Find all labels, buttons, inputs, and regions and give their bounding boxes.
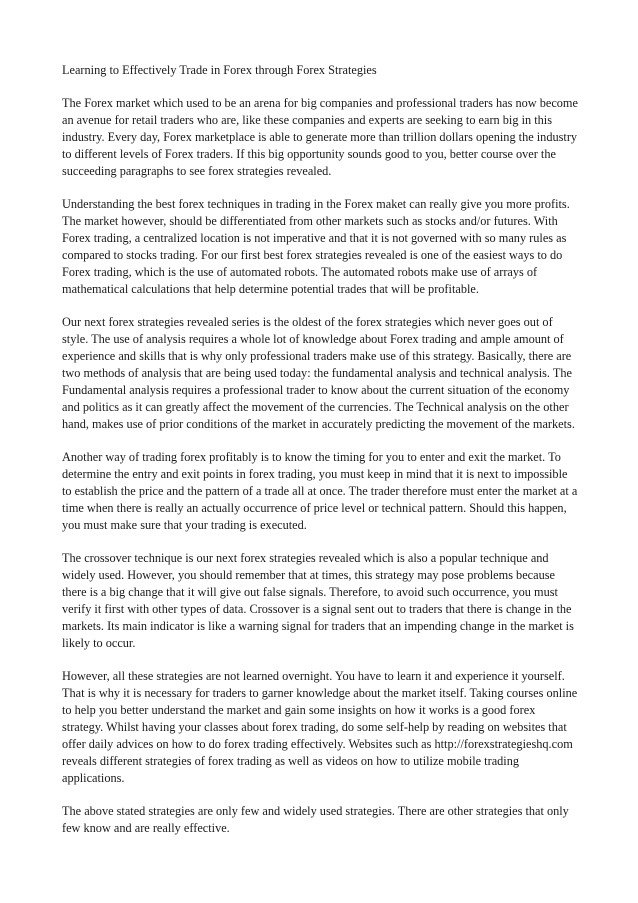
paragraph-learning: However, all these strategies are not learned overnight. You have to learn it and experience it yourself. That is why it is necessary for traders to garner knowledge about the market itself. Taking courses online to help you better understand the market and gain some insights on how it works is a good forex strategy. Whilst having your classes about forex trading, do some self-help by reading on websites that offer daily advices on how to do forex trading effectively. Websites such as http://forexstrategieshq.com reveals different strategies of forex trading as well as videos on how to utilize mobile trading applications. [62, 669, 578, 785]
paragraph-timing: Another way of trading forex profitably is to know the timing for you to enter and exit the market. To determine the entry and exit points in forex trading, you must keep in mind that it is next to impossible to establish the price and the pattern of a trade all at once. The trader therefore must enter the market at a time when there is really an actually occurrence of price level or technical pattern. Should this happen, you must make sure that your trading is executed. [62, 450, 578, 532]
document-page [62, 62, 578, 853]
document-title: Learning to Effectively Trade in Forex through Forex Strategies [62, 63, 377, 77]
paragraph-analysis: Our next forex strategies revealed series is the oldest of the forex strategies which never goes out of style. The use of analysis requires a whole lot of knowledge about Forex trading and ample amount of experience and skills that is why only professional traders make use of this strategy. Basically, there are two methods of analysis that are being used today: the fundamental analysis and technical analysis. The Fundamental analysis requires a professional trader to know about the current situation of the economy and politics as it can greatly affect the movement of the currencies. The Technical analysis on the other hand, makes use of prior conditions of the market in accurately predicting the movement of the markets. [62, 315, 575, 431]
paragraph-conclusion: The above stated strategies are only few and widely used strategies. There are other strategies that only few know and are really effective. [62, 804, 569, 835]
paragraph-intro: The Forex market which used to be an arena for big companies and professional traders has now become an avenue for retail traders who are, like these companies and experts are seeking to earn big in this industry. Every day, Forex marketplace is able to generate more than trillion dollars opening the industry to different levels of Forex traders. If this big opportunity sounds good to you, better course over the succeeding paragraphs to see forex strategies revealed. [62, 96, 578, 178]
paragraph-automated-robots: Understanding the best forex techniques in trading in the Forex maket can really give you more profits. The market however, should be differentiated from other markets such as stocks and/or futures. With Forex trading, a centralized location is not imperative and that it is not governed with so many rules as compared to stocks trading. For our first best forex strategies revealed is one of the easiest ways to do Forex trading, which is the use of automated robots. The automated robots make use of arrays of mathematical calculations that help determine potential trades that will be profitable. [62, 197, 570, 296]
paragraph-crossover: The crossover technique is our next forex strategies revealed which is also a popular technique and widely used. However, you should remember that at times, this strategy may pose problems because there is a big change that it will give out false signals. Therefore, to avoid such occurrence, you must verify it first with other types of data. Crossover is a signal sent out to traders that there is change in the markets. Its main indicator is like a warning signal for traders that an impending change in the market is likely to occur. [62, 551, 574, 650]
